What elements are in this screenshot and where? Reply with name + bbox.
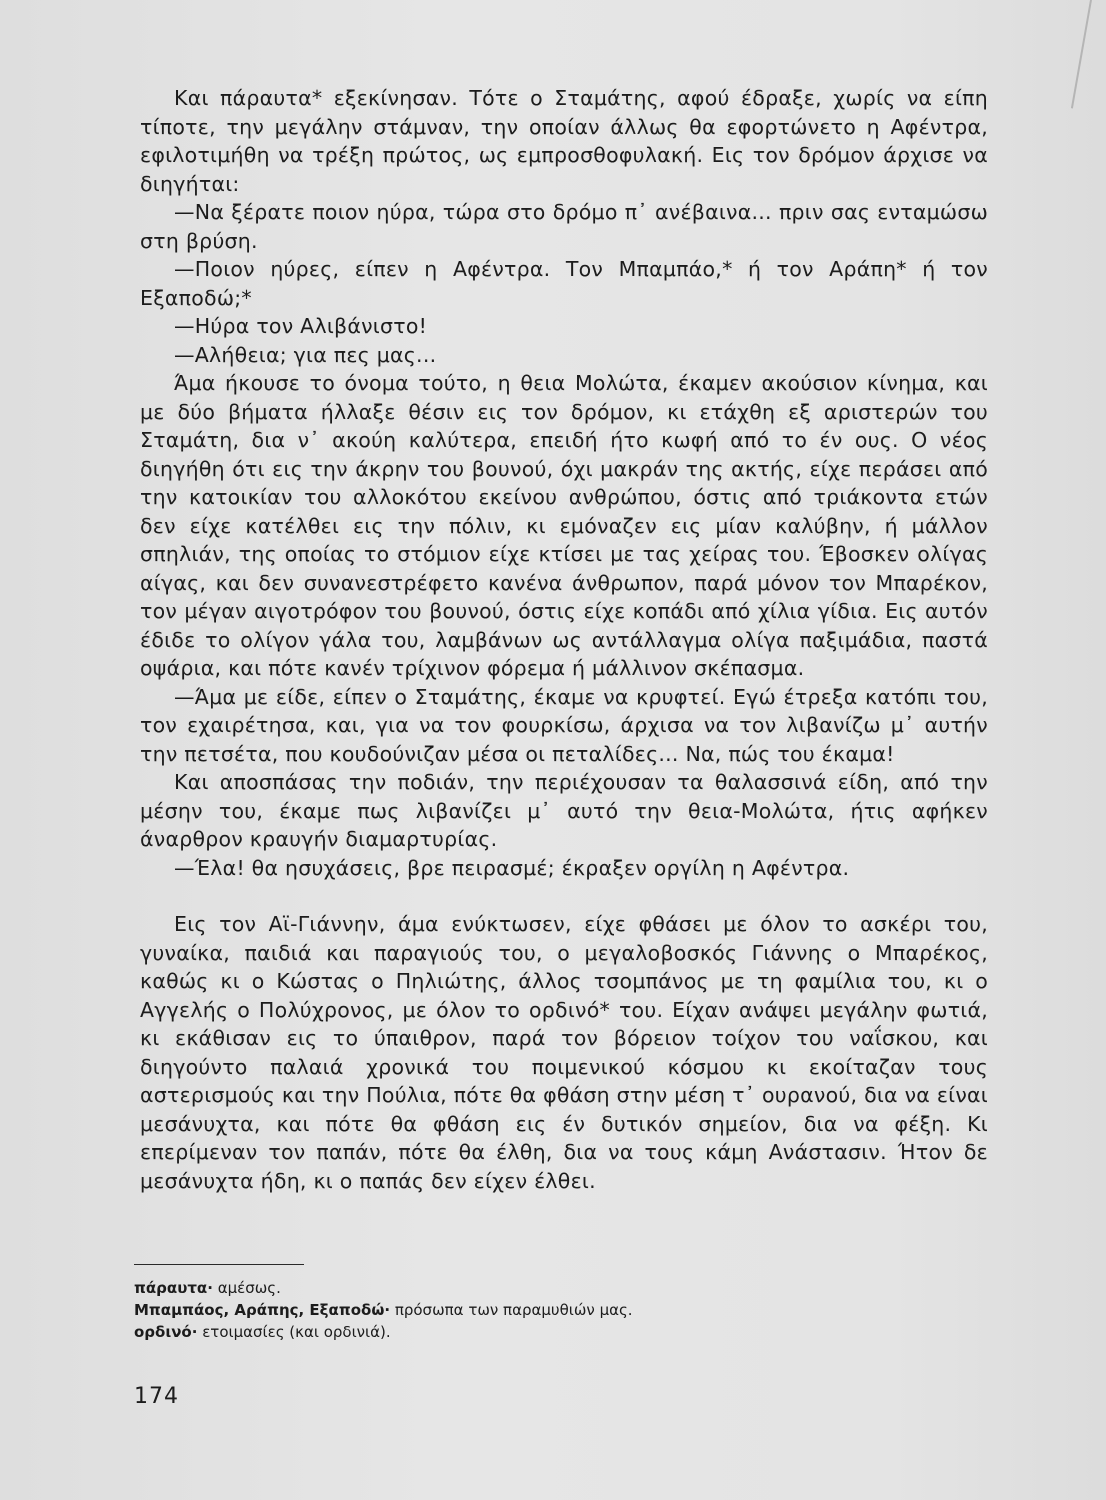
paragraph: Εις τον Αϊ-Γιάννην, άμα ενύκτωσεν, είχε φθάσει με όλον το ασκέρι του, γυναίκα, παιδιά και παραγιούς του, ο μεγαλοβοσκός Γιάννης ο Μπαρέκος, καθώς κι ο Κώστας ο Πηλιώτης, άλλος τσομπάνος με τη φαμίλια του, κι ο Αγγελής ο Πολύχρονος, με όλον το ορδινό* του. Είχαν ανάψει μεγάλην φωτιά, κι εκάθισαν εις το ύπαιθρον, παρά τον βόρειον τοίχον του ναΐσκου, και διηγούντο παλαιά χρονικά του ποιμενικού κόσμου κι εκοίταζαν τους αστερισμούς και την Πούλια, πότε θα φθάση στην μέση τ᾿ ουρανού, δια να είναι μεσάνυχτα, και πότε θα φθάση εις έν δυτικόν σημείον, δια να φέξη. Κι επερίμεναν τον παπάν, πότε θα έλθη, δια να τους κάμη Ανάστασιν. Ήτον δε μεσάνυχτα ήδη, κι ο παπάς δεν είχεν έλθει. <box>140 912 988 1193</box>
body-text <box>140 84 988 1195</box>
footnote-definition: πρόσωπα των παραμυθιών μας. <box>390 1301 633 1319</box>
footnote <box>134 1321 834 1343</box>
paragraph: Και πάραυτα* εξεκίνησαν. Τότε ο Σταμάτης, αφού έδραξε, χωρίς να είπη τίποτε, την μεγάλην στάμναν, την οποίαν άλλως θα εφορτώνετο η Αφέντρα, εφιλοτιμήθη να τρέξη πρώτος, ως εμπροσθοφυλακή. Εις τον δρόμον άρχισε να διηγήται: <box>140 86 988 196</box>
dialogue-line: —Αλήθεια; για πες μας... <box>174 342 437 367</box>
footnote-term: πάραυτα· <box>134 1279 213 1297</box>
footnote <box>134 1277 834 1299</box>
footnote-definition: αμέσως. <box>212 1279 281 1297</box>
paragraph: Άμα ήκουσε το όνομα τούτο, η θεια Μολώτα, έκαμεν ακούσιον κίνημα, και με δύο βήματα ήλλαξε θέσιν εις τον δρόμον, κι ετάχθη εξ αριστερών του Σταμάτη, δια ν᾿ ακούη καλύτερα, επειδή ήτο κωφή από το έν ους. Ο νέος διηγήθη ότι εις την άκρην του βουνού, όχι μακράν της ακτής, είχε περάσει από την κατοικίαν του αλλοκότου εκείνου ανθρώπου, όστις από τριάκοντα ετών δεν είχε κατέλθει εις την πόλιν, κι εμόναζεν εις μίαν καλύβην, ή μάλλον σπηλιάν, της οποίας το στόμιον είχε κτίσει με τας χείρας του. Έβοσκεν ολίγας αίγας, και δεν συνανεστρέφετο κανένα άνθρωπον, παρά μόνον τον Μπαρέκον, τον μέγαν αιγοτρόφον του βουνού, όστις είχε κοπάδι από χίλια γίδια. Εις αυτόν έδιδε το ολίγον γάλα του, λαμβάνων ως αντάλλαγμα ολίγα παξιμάδια, παστά οψάρια, και πότε κανέν τρίχινον φόρεμα ή μάλλινον σκέπασμα. <box>140 371 988 680</box>
page-number: 174 <box>134 1384 179 1409</box>
dialogue-line: —Άμα με είδε, είπεν ο Σταμάτης, έκαμε να κρυφτεί. Εγώ έτρεξα κατόπι του, τον εχαιρέτησα, και, για να τον φουρκίσω, άρχισα να τον λιβανίζω μ᾿ αυτήν την πετσέτα, που κουδούνιζαν μέσα οι πεταλίδες... Να, πώς του έκαμα! <box>140 684 988 766</box>
footnote-definition: ετοιμασίες (και ορδινιά). <box>197 1323 391 1341</box>
footnotes <box>134 1264 834 1343</box>
footnote-term: ορδινό· <box>134 1323 198 1341</box>
dialogue-line: —Έλα! θα ησυχάσεις, βρε πειρασμέ; έκραξεν οργίλη η Αφέντρα. <box>174 855 850 880</box>
section-break <box>140 882 988 910</box>
footnote-rule <box>134 1264 304 1265</box>
page-edge-line <box>1071 0 1092 109</box>
dialogue-line: —Ηύρα τον Αλιβάνιστο! <box>174 314 428 338</box>
dialogue-line: —Να ξέρατε ποιον ηύρα, τώρα στο δρόμο π᾿ ανέβαινα... πριν σας ενταμώσω στη βρύση. <box>140 200 988 253</box>
footnote-term: Μπαμπάος, Αράπης, Εξαποδώ· <box>134 1301 391 1319</box>
dialogue-line: —Ποιον ηύρες, είπεν η Αφέντρα. Τον Μπαμπάο,* ή τον Αράπη* ή τον Εξαποδώ;* <box>140 257 988 310</box>
paragraph: Και αποσπάσας την ποδιάν, την περιέχουσαν τα θαλασσινά είδη, από την μέσην του, έκαμε πως λιβανίζει μ᾿ αυτό την θεια-Μολώτα, ήτις αφήκεν άναρθρον κραυγήν διαμαρτυρίας. <box>140 770 988 851</box>
footnote <box>134 1299 834 1321</box>
